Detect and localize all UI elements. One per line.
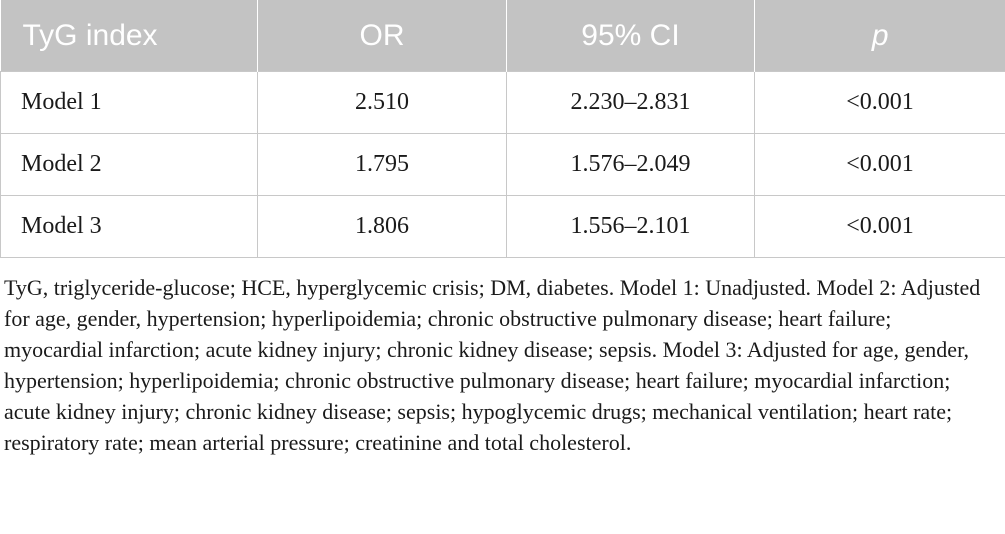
odds-ratio-table	[0, 0, 1005, 258]
results-table-container	[0, 0, 1005, 258]
header-or: OR	[258, 0, 507, 72]
cell-p-value: <0.001	[755, 134, 1005, 196]
table-row-model-1	[1, 72, 1005, 134]
table-footnote: TyG, triglyceride-glucose; HCE, hyperglycemic crisis; DM, diabetes. Model 1: Unadjusted. Model 2: Adjusted for age, gender, hypertension; hyperlipoidemia; chronic obstructive pulmonary disease; heart failure; myocardial infarction; acute kidney injury; chronic kidney disease; sepsis. Model 3: Adjusted for age, gender, hypertension; hyperlipoidemia; chronic obstructive pulmonary disease; heart failure; myocardial infarction; acute kidney injury; chronic kidney disease; sepsis; hypoglycemic drugs; mechanical ventilation; heart rate; respiratory rate; mean arterial pressure; creatinine and total cholesterol.	[4, 275, 981, 455]
header-tyg-index: TyG index	[1, 0, 258, 72]
header-p-value: p	[755, 0, 1005, 72]
cell-ci: 1.576–2.049	[507, 134, 755, 196]
cell-model-label: Model 3	[1, 196, 258, 258]
cell-or: 1.795	[258, 134, 507, 196]
cell-or: 1.806	[258, 196, 507, 258]
table-row-model-3	[1, 196, 1005, 258]
table-header-row	[1, 0, 1005, 72]
cell-p-value: <0.001	[755, 196, 1005, 258]
cell-ci: 1.556–2.101	[507, 196, 755, 258]
cell-or: 2.510	[258, 72, 507, 134]
table-row-model-2	[1, 134, 1005, 196]
cell-model-label: Model 1	[1, 72, 258, 134]
header-95-ci: 95% CI	[507, 0, 755, 72]
cell-p-value: <0.001	[755, 72, 1005, 134]
cell-ci: 2.230–2.831	[507, 72, 755, 134]
cell-model-label: Model 2	[1, 134, 258, 196]
